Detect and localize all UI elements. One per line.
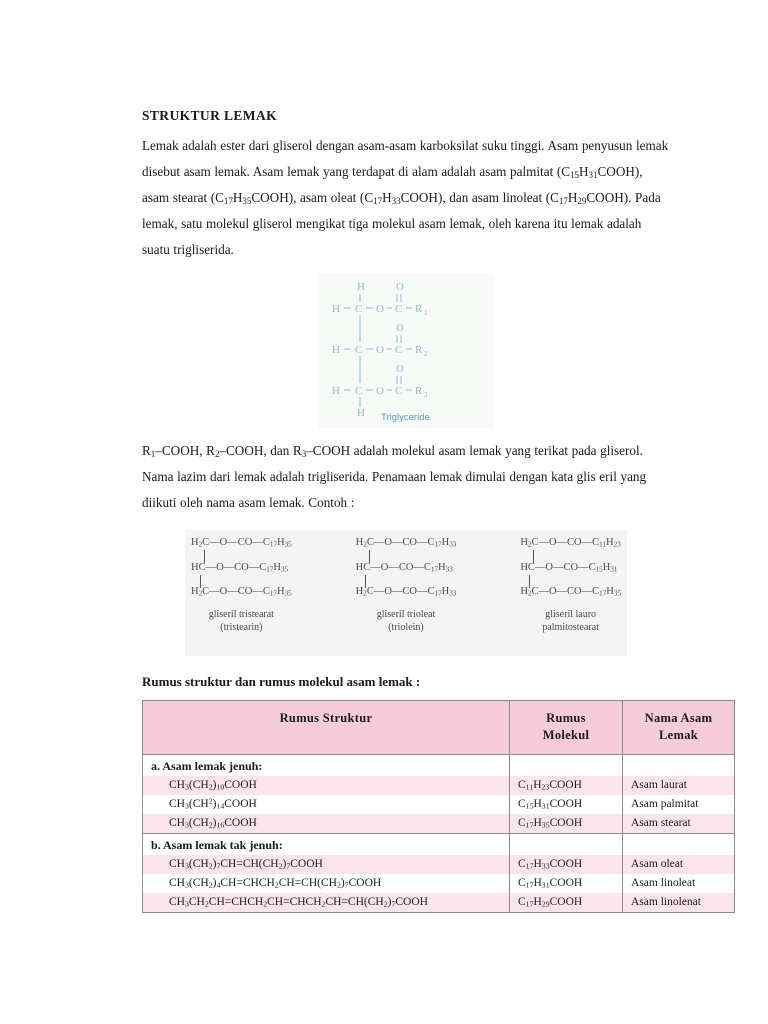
triglyceride-figure [318,273,494,428]
table-row [143,755,735,834]
formula-common-name: palmitostearat [542,621,599,633]
name-linoleat: Asam linoleat [623,874,734,893]
tg-row3-c: C [355,385,363,397]
column-header-molecular-line1: Rumus [546,711,586,725]
name-palmitat: Asam palmitat [623,795,734,814]
spacer [510,834,622,855]
tg-row2-r-sub: 2 [424,350,428,358]
vertical-bond [365,575,366,588]
structure-linolenat: $CH_3CH_2CH=CHCH_2CH=CHCH_2CH=CH(CH_2)_7COOH$ [143,893,509,912]
name-oleat: Asam oleat [623,855,734,874]
name-stearat: Asam stearat [623,814,734,833]
table-body [143,755,735,913]
paragraph-r-groups: $R_1$–COOH, $R_2$–COOH, dan $R_3$–COOH adalah molekul asam lemak yang terikat pada gliserol. [142,443,643,459]
tg-bottom-h: H [357,407,365,419]
document-content [142,108,713,913]
formula-lauro-palmitostearat [520,538,621,634]
molecular-linolenat: $C_{17}H_{29}COOH$ [510,893,622,912]
formula-row: $H_2C—O—CO—C_{17}H_{33}$ [355,586,457,598]
tg-o-1: O [396,281,404,293]
formula-common-name: (tristearin) [220,621,263,633]
molecular-stearat: $C_{17}H_{35}COOH$ [510,814,622,833]
column-header-name-line1: Nama Asam [644,711,713,725]
tg-row1-r-sub: 1 [424,309,428,317]
column-header-name [623,701,735,755]
formula-name: gliseril trioleat [376,608,436,620]
tg-row2-carbonyl: C [395,344,403,356]
name-laurat: Asam laurat [623,776,734,795]
formula-common-name: (triolein) [388,621,424,633]
paragraph-naming: Nama lazim dari lemak adalah trigliserida. Penamaan lemak dimulai dengan kata glis eril yang diikuti oleh nama asam lemak. Contoh : [142,469,647,510]
tg-row2-h: H [332,344,340,356]
paragraph-intro: Lemak adalah ester dari gliserol dengan asam-asam karboksilat suku tinggi. Asam penyusun lemak disebut asam lemak. Asam lemak yang terdapat di alam adalah asam palmitat $(C_{15}H_{31}COOH)$, asam stearat $(C_{17}H_{35}COOH)$, asam oleat $(C_{17}H_{33}COOH)$, dan asam linoleat $(C_{17}H_{29}COOH)$. Pada lemak, satu molekul gliserol mengikat tiga molekul asam lemak, oleh karena itu lemak adalah suatu trigliserida. [142,138,669,257]
formula-caption [191,608,292,634]
three-formulas-figure [185,530,627,656]
table-header-row [143,701,735,755]
table-heading: Rumus struktur dan rumus molekul asam lemak : [142,674,421,689]
formula-caption [356,608,457,634]
formula-row: $H_2C—O—CO—C_{17}H_{35}$ [191,538,292,549]
formula-name: gliseril lauro [545,608,597,620]
triglyceride-caption: Triglyceride [381,412,430,423]
column-header-structure: Rumus Struktur [143,701,510,755]
spacer [623,834,734,855]
molecular-linoleat: $C_{17}H_{31}COOH$ [510,874,622,893]
tg-row1-carbonyl: C [395,303,403,315]
cell-name-group-a [623,755,735,834]
structure-stearat: $CH_3(CH_2)_{16}COOH$ [143,814,509,833]
tg-top-h: H [357,281,365,293]
spacer [623,755,734,776]
formula-row: $H_2C—O—CO—C_{17}H_{35}$ [191,586,292,598]
group-label-a: a. Asam lemak jenuh: [143,755,509,776]
page-title: STRUKTUR LEMAK [142,108,277,123]
formula-tristearat [191,538,292,634]
cell-molecular-group-b [510,834,623,913]
tg-row2-o: O [376,344,384,356]
tg-row1-c: C [355,303,363,315]
column-header-molecular [510,701,623,755]
formula-caption [520,608,621,634]
tg-row1-o: O [376,303,384,315]
structure-laurat: $CH_3(CH_2)_{10}COOH$ [143,776,509,795]
formula-row: $H_2C—O—CO—C_{11}H_{23}$ [520,538,621,549]
cell-structure-group-b [143,834,510,913]
formula-row: $HC—O—CO—C_{15}H_{31}$ [520,563,621,574]
spacer [510,755,622,776]
cell-name-group-b [623,834,735,913]
group-label-b: b. Asam lemak tak jenuh: [143,834,509,855]
tg-row2-c: C [355,344,363,356]
formula-row: $H_2C—O—CO—C_{17}H_{35}$ [520,586,621,598]
molecular-laurat: $C_{11}H_{23}COOH$ [510,776,622,795]
structure-linoleat: $CH_3(CH_2)_4CH=CHCH_2CH=CH(CH_2)_7COOH$ [143,874,509,893]
formula-trioleat [356,538,457,634]
tg-row1-h: H [332,303,340,315]
tg-row3-r: R [415,385,423,397]
formula-name: gliseril tristearat [208,608,274,620]
column-header-molecular-line2: Molekul [542,728,590,742]
molecular-palmitat: $C_{15}H_{31}COOH$ [510,795,622,814]
structure-palmitat: $CH_3(CH^2)_{14}COOH$ [143,795,509,814]
tg-row3-carbonyl: C [395,385,403,397]
tg-row3-h: H [332,385,340,397]
structure-oleat: $CH_3(CH_2)_7CH=CH(CH_2)_7COOH$ [143,855,509,874]
name-linolenat: Asam linolenat [623,893,734,912]
cell-structure-group-a [143,755,510,834]
vertical-bond [200,575,201,588]
fatty-acid-table [142,700,735,913]
column-header-name-line2: Lemak [659,728,698,742]
formula-row: $HC—O—CO—C_{17}H_{35}$ [191,563,292,574]
tg-row3-o: O [376,385,384,397]
molecular-oleat: $C_{17}H_{33}COOH$ [510,855,622,874]
tg-row2-r: R [415,344,423,356]
table-row [143,834,735,913]
table-header [143,701,735,755]
tg-row3-r-sub: 3 [424,391,428,399]
formula-row: $HC—O—CO—C_{17}H_{33}$ [356,563,457,574]
tg-o-2: O [396,322,404,334]
formula-row: $H_2C—O—CO—C_{17}H_{33}$ [356,538,457,549]
triglyceride-diagram [318,273,494,428]
cell-molecular-group-a [510,755,623,834]
tg-row1-r: R [415,303,423,315]
tg-o-3: O [396,363,404,375]
